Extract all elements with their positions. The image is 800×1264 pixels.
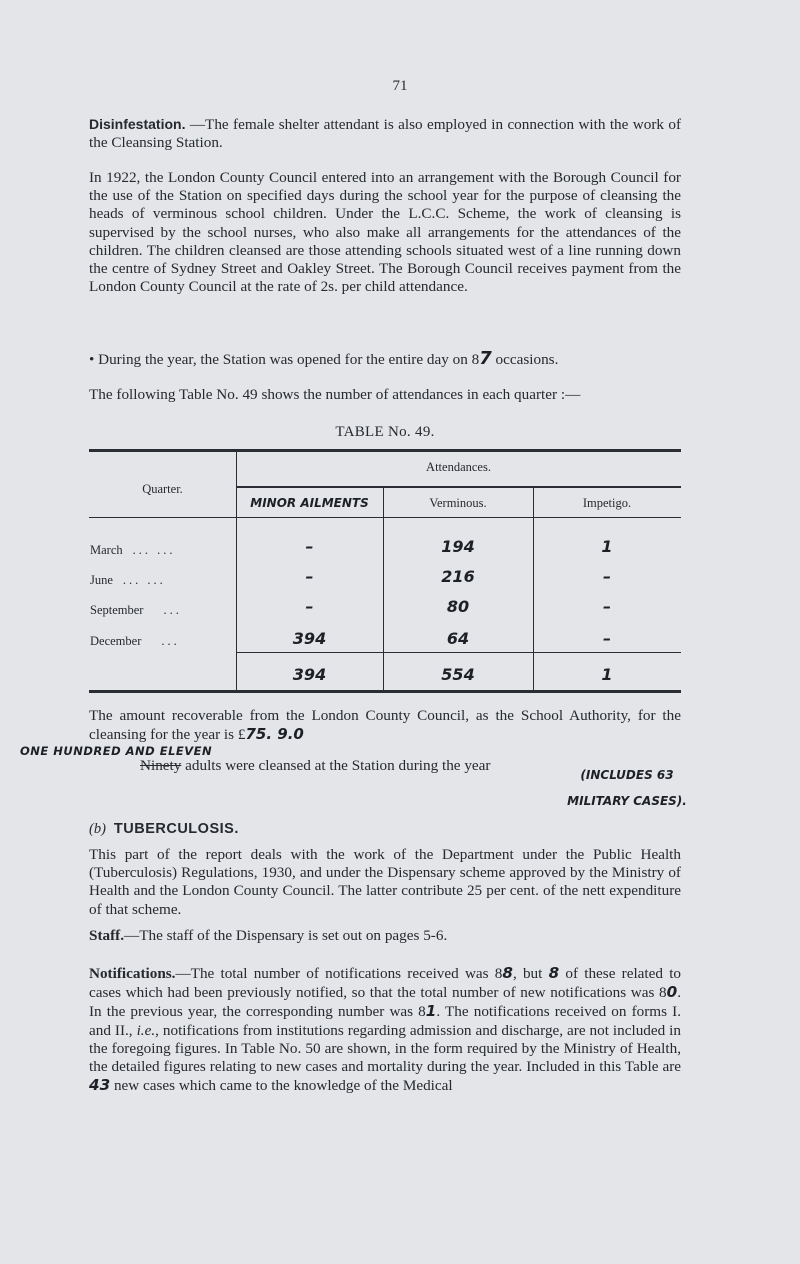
total-minor: 394 [292, 665, 327, 684]
lcc-arrangement-paragraph: In 1922, the London County Council entered into an arrangement with the Borough Council for the use of the Station on specified days during the school year for the purpose of cleansing the heads of verminous school children. Under the L.C.C. Scheme, the work of cleansing is supervised by the school nurses, who also make all arrangements for the attendances of the children. The children cleansed are those attending schools situated west of a line running down the centre of Sydney Street and Oakley Street. The Borough Council receives payment from the London County Council at the rate of 2s. per child attendance. [89, 169, 681, 296]
cell-december-impetigo: – [603, 629, 611, 648]
table-header-bottom-rule [89, 517, 681, 518]
handwritten-recoverable-amount: 75. 9.0 [245, 725, 304, 744]
column-header-minor-ailments: MINOR AILMENTS [250, 496, 369, 510]
row-label-march: March ... ... [90, 543, 176, 557]
column-header-verminous: Verminous. [429, 496, 487, 510]
adults-text: adults were cleansed at the Station during the year [185, 757, 491, 774]
table-vertical-rule-3 [533, 488, 534, 690]
recoverable-text: The amount recoverable from the London County Council, as the School Authority, for the cleansing for the year is £ [89, 707, 681, 744]
handwritten-previous-digit: 8 [548, 964, 560, 982]
staff-heading: Staff. [89, 927, 125, 944]
table-intro-paragraph: The following Table No. 49 shows the number of attendances in each quarter :— [89, 386, 581, 403]
recoverable-paragraph [89, 707, 681, 744]
quarter-header: Quarter. [142, 482, 183, 496]
station-opened-text-after: occasions. [495, 351, 559, 368]
adults-paragraph [140, 757, 540, 775]
disinfestation-heading: Disinfestation. [89, 116, 186, 132]
table-totals-rule [236, 652, 681, 653]
cell-september-impetigo: – [603, 597, 611, 616]
handwritten-new-cases-number: 43 [89, 1076, 111, 1095]
tuberculosis-heading: (b) TUBERCULOSIS. [89, 821, 239, 837]
table-vertical-rule-2 [383, 488, 384, 690]
cell-september-minor: – [305, 597, 314, 616]
handwritten-prev-year-digit: 1 [425, 1002, 437, 1021]
struck-word: Ninety [140, 757, 182, 774]
attendances-header: Attendances. [426, 460, 491, 474]
page-number: 71 [392, 78, 408, 94]
total-verminous: 554 [441, 665, 475, 684]
cell-september-verminous: 80 [446, 597, 470, 616]
handwritten-military-note: (INCLUDES 63 MILITARY CASES). [567, 768, 687, 808]
cell-march-verminous: 194 [441, 537, 475, 556]
cell-june-minor: – [305, 567, 314, 586]
disinfestation-paragraph [89, 115, 681, 152]
disinfestation-text: —The female shelter attendant is also employed in connection with the work of the Cleansing Station. [89, 116, 682, 152]
notifications-paragraph: Notifications.—The total number of notifications received was 88, but 8 of these related to cases which had been previously notified, so that the total number of new notifications was 80. In the previous year, the corresponding number was 81. The notifications received on forms I. and II., i.e., notifications from institutions regarding admission and discharge, are not included in the foregoing figures. In Table No. 50 are shown, in the form required by the Ministry of Health, the detailed figures relating to new cases and mortality during the year. Included in this Table are 43 new cases which came to the knowledge of the Medical [89, 964, 682, 1095]
row-label-december: December ... [90, 634, 180, 648]
total-impetigo: 1 [601, 665, 613, 684]
table-top-rule [89, 449, 681, 452]
handwritten-new-digit: 0 [666, 983, 678, 1002]
handwritten-total-digit: 8 [502, 964, 513, 982]
cell-december-verminous: 64 [446, 629, 470, 648]
staff-paragraph [89, 927, 681, 945]
cell-december-minor: 394 [292, 629, 327, 648]
handwritten-adults-number: ONE HUNDRED AND ELEVEN [20, 744, 213, 758]
cell-june-verminous: 216 [441, 567, 475, 586]
table-subheader-rule [236, 486, 681, 488]
cell-march-minor: – [305, 537, 314, 556]
station-opened-text: During the year, the Station was opened for the entire day on 8 [98, 351, 480, 368]
cell-june-impetigo: – [603, 567, 611, 586]
notifications-heading: Notifications. [89, 965, 176, 982]
table-title: TABLE No. 49. [335, 424, 435, 440]
staff-text: —The staff of the Dispensary is set out on pages 5-6. [124, 927, 448, 944]
handwritten-occasions-digit: 7 [479, 348, 492, 369]
tuberculosis-paragraph: This part of the report deals with the work of the Department under the Public Health (Tuberculosis) Regulations, 1930, and under the Dispensary scheme approved by the Ministry of Health and the London County Council. The latter contribute 25 per cent. of the nett expenditure of that scheme. [89, 846, 681, 918]
cell-march-impetigo: 1 [601, 537, 613, 556]
column-header-impetigo: Impetigo. [582, 496, 632, 510]
table-bottom-rule [89, 690, 681, 693]
station-opened-paragraph: • During the year, the Station was opened for the entire day on 87 occasions. [89, 348, 559, 369]
row-label-september: September ... [90, 603, 182, 617]
row-label-june: June ... ... [90, 573, 166, 587]
